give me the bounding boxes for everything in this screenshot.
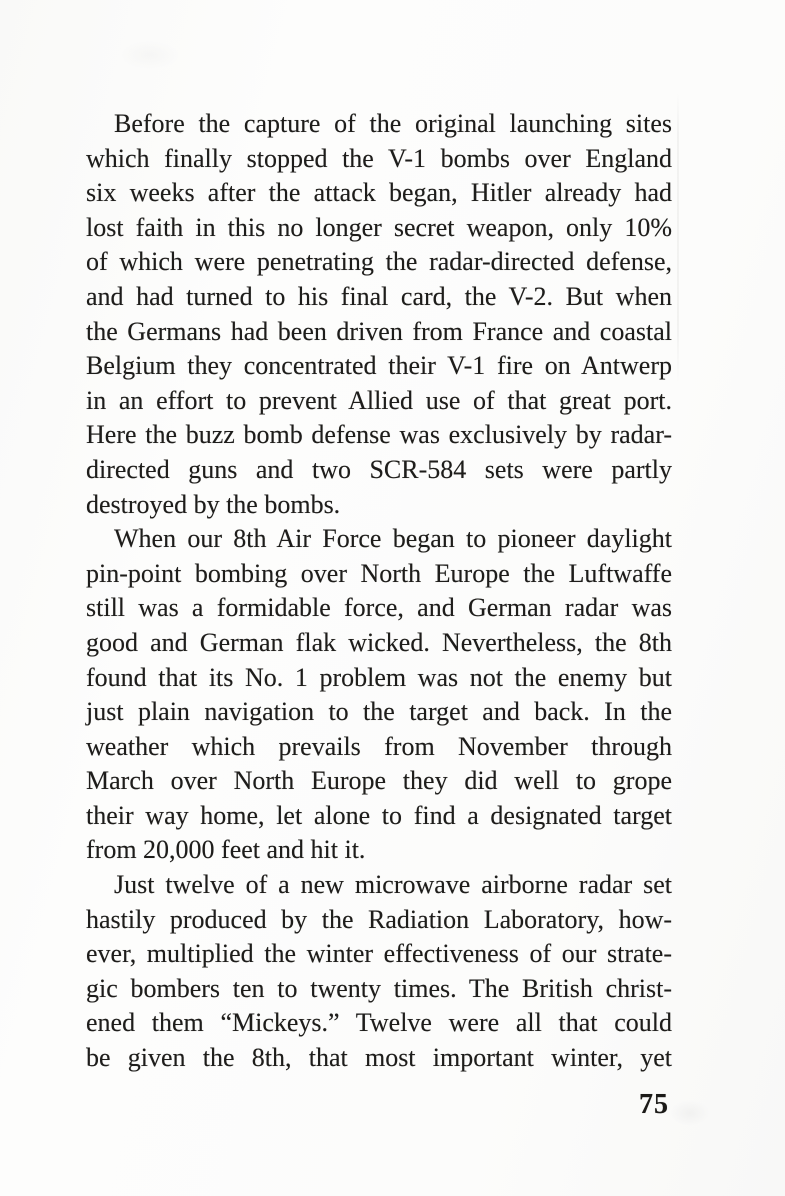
paragraph xyxy=(86,107,672,522)
text-line: Just twelve of a new microwave airborne radar set xyxy=(114,870,672,900)
text-line: and had turned to his final card, the V-2. But when xyxy=(86,281,672,311)
text-line: from 20,000 feet and hit it. xyxy=(86,835,366,865)
paragraph xyxy=(86,868,672,1076)
text-line: in an effort to prevent Allied use of that great port. xyxy=(86,385,672,415)
text-line: still was a formidable force, and German radar was xyxy=(86,593,672,623)
text-line: be given the 8th, that most important winter, yet xyxy=(86,1043,672,1073)
text-line: six weeks after the attack began, Hitler already had xyxy=(86,178,672,208)
text-line: just plain navigation to the target and back. In the xyxy=(86,697,672,727)
text-line: their way home, let alone to find a designated target xyxy=(86,800,672,830)
page-number: 75 xyxy=(639,1089,669,1120)
scan-artifact-line xyxy=(677,92,679,384)
text-line: Before the capture of the original launching sites xyxy=(114,109,672,138)
text-line: When our 8th Air Force began to pioneer daylight xyxy=(114,524,672,554)
paragraph xyxy=(86,522,672,868)
text-line: March over North Europe they did well to grope xyxy=(86,766,672,796)
text-line: ened them “Mickeys.” Twelve were all that could xyxy=(86,1008,672,1038)
scan-smudge xyxy=(670,1100,710,1126)
text-line: which finally stopped the V-1 bombs over England xyxy=(86,143,672,173)
text-line: lost faith in this no longer secret weapon, only 10% xyxy=(86,212,672,242)
text-line: good and German flak wicked. Nevertheless, the 8th xyxy=(86,627,672,657)
text-line: found that its No. 1 problem was not the enemy but xyxy=(86,662,672,692)
text-line: of which were penetrating the radar-directed defense, xyxy=(86,247,672,277)
text-block xyxy=(86,107,672,1076)
text-line: weather which prevails from November through xyxy=(86,731,672,761)
text-line: ever, multiplied the winter effectiveness of our strate- xyxy=(86,939,672,969)
text-line: directed guns and two SCR-584 sets were partly xyxy=(86,454,672,484)
text-line: hastily produced by the Radiation Laboratory, how- xyxy=(86,904,672,934)
text-line: the Germans had been driven from France and coastal xyxy=(86,316,672,346)
text-line: gic bombers ten to twenty times. The British christ- xyxy=(86,973,672,1003)
text-line: Here the buzz bomb defense was exclusively by radar- xyxy=(86,420,672,450)
scan-smudge xyxy=(120,40,180,70)
text-line: pin-point bombing over North Europe the Luftwaffe xyxy=(86,558,672,588)
text-line: Belgium they concentrated their V-1 fire on Antwerp xyxy=(86,351,672,381)
text-line: destroyed by the bombs. xyxy=(86,489,341,519)
